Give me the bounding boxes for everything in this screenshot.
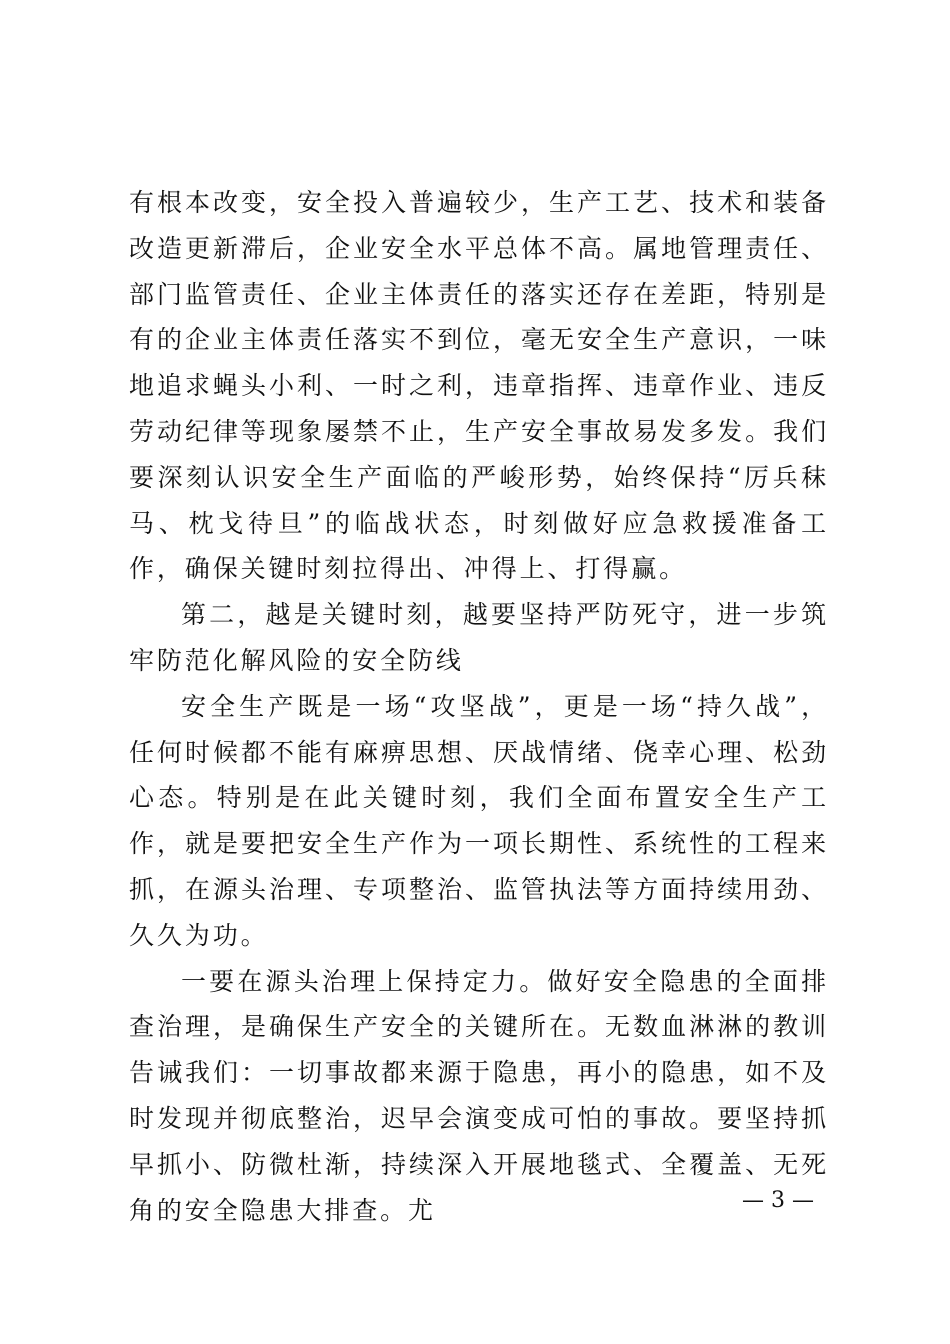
paragraph-continuation: 有根本改变，安全投入普遍较少，生产工艺、技术和装备改造更新滞后，企业安全水平总体不高。属地管理责任、部门监管责任、企业主体责任的落实还存在差距，特别是有的企业主体责任落实不到位，毫无安全生产意识，一味地追求蝇头小利、一时之利，违章指挥、违章作业、违反劳动纪律等现象屡禁不止，生产安全事故易发多发。我们要深刻认识安全生产面临的严峻形势，始终保持“厉兵秣马、枕戈待旦”的临战状态，时刻做好应急救援准备工作，确保关键时刻拉得出、冲得上、打得赢。: [129, 188, 829, 584]
body-text: [129, 180, 829, 1233]
paragraph-long-term: 安全生产既是一场“攻坚战”，更是一场“持久战”，任何时候都不能有麻痹思想、厌战情绪、侥幸心理、松劲心态。特别是在此关键时刻，我们全面布置安全生产工作，就是要把安全生产作为一项长期性、系统性的工程来抓，在源头治理、专项整治、监管执法等方面持续用劲、久久为功。: [129, 691, 829, 950]
paragraph-source-governance: 一要在源头治理上保持定力。做好安全隐患的全面排查治理，是确保生产安全的关键所在。无数血淋淋的教训告诫我们：一切事故都来源于隐患，再小的隐患，如不及时发现并彻底整治，迟早会演变成可怕的事故。要坚持抓早抓小、防微杜渐，持续深入开展地毯式、全覆盖、无死角的安全隐患大排查。尤: [129, 966, 829, 1225]
page-number: — 3 —: [742, 1188, 814, 1213]
section-heading-second: 第二，越是关键时刻，越要坚持严防死守，进一步筑牢防范化解风险的安全防线: [129, 600, 829, 675]
